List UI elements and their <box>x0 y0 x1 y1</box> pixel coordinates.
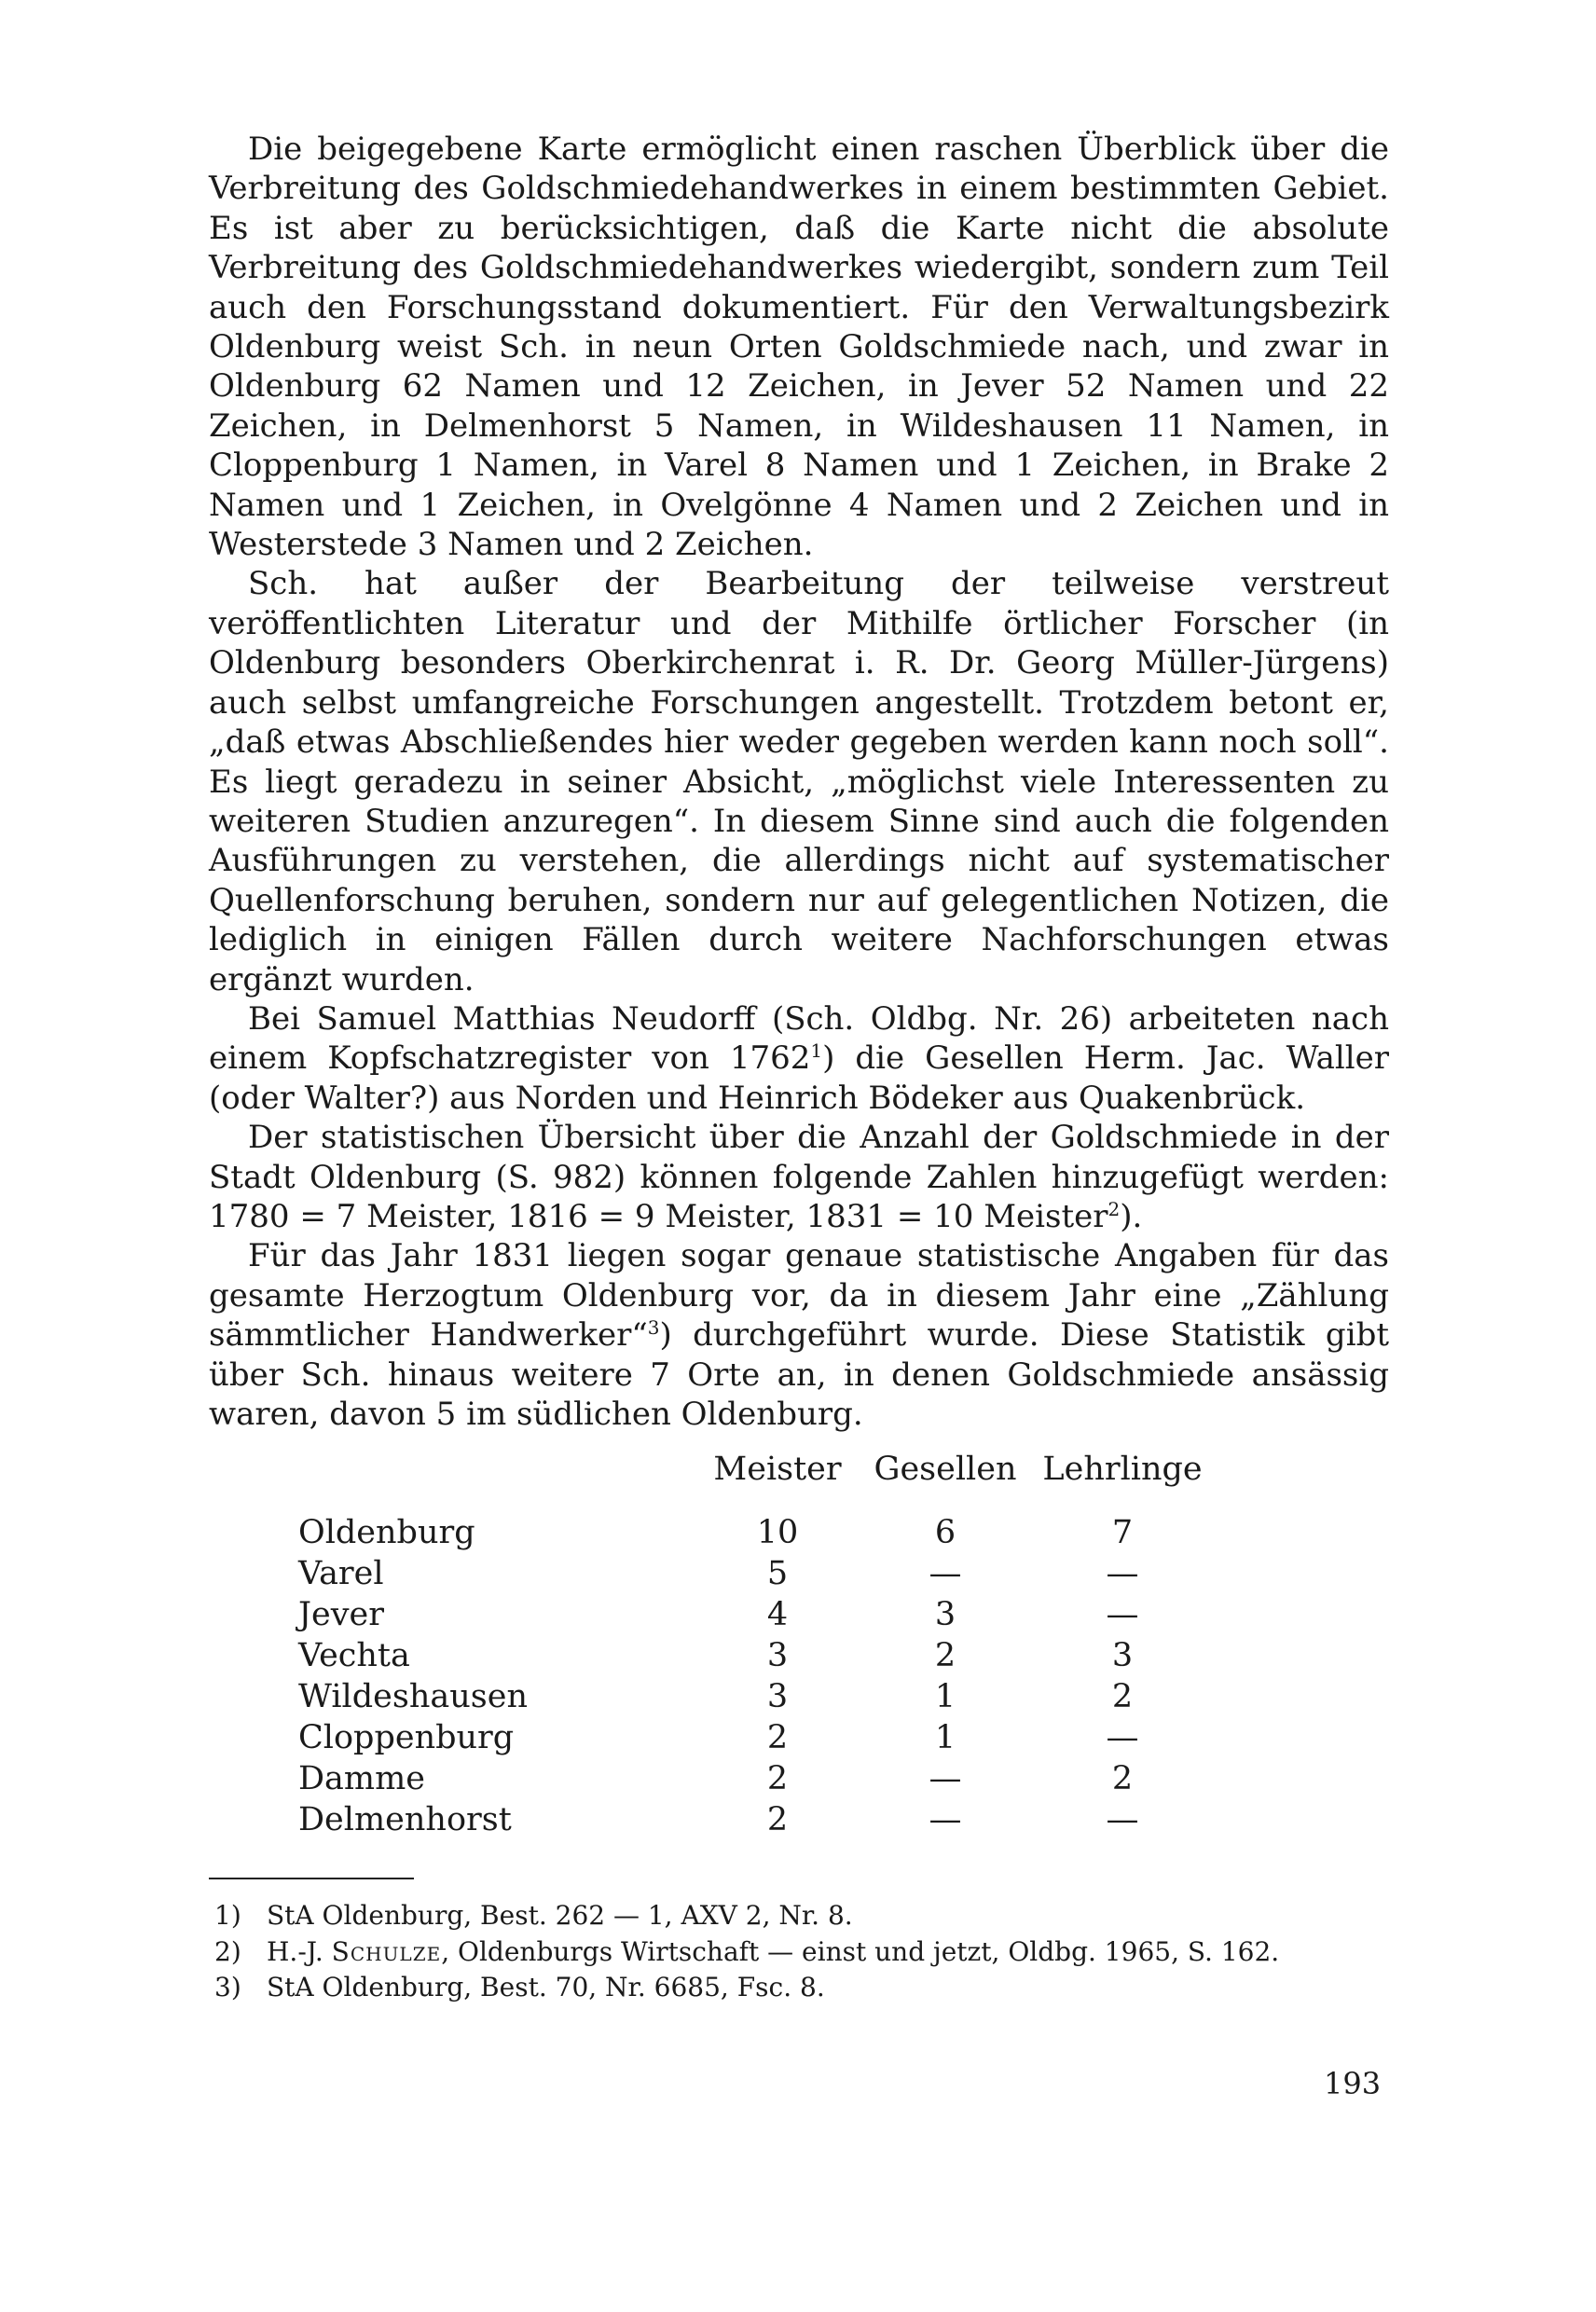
cell-meister: 2 <box>766 1801 789 1838</box>
footnote-number: 1) <box>214 1900 241 1931</box>
paragraph-5-text-end: ) durchgeführt wurde. Diese Statistik gibt über Sch. hinaus weitere 7 Orte an, in denen Goldschmiede ansässig waren, davon 5 im südlichen Oldenburg. <box>209 1316 1389 1433</box>
cell-place: Vechta <box>298 1637 410 1674</box>
cell-lehrlinge: — <box>1106 1719 1139 1756</box>
table-row <box>209 1596 1389 1637</box>
footnote-3 <box>214 1970 1389 2006</box>
table-row <box>209 1760 1389 1801</box>
cell-meister: 3 <box>766 1637 789 1674</box>
paragraph-3 <box>209 999 1389 1118</box>
cell-place: Damme <box>298 1760 426 1797</box>
footnote-author-name: Schulze <box>331 1935 442 1967</box>
cell-place: Jever <box>298 1596 384 1633</box>
cell-lehrlinge: 2 <box>1111 1678 1134 1715</box>
cell-lehrlinge: — <box>1106 1555 1139 1592</box>
cell-place: Varel <box>298 1555 384 1592</box>
paragraph-2: Sch. hat außer der Bearbeitung der teilweise verstreut veröffentlichten Literatur und der Mithilfe örtlicher Forscher (in Oldenburg besonders Oberkirchenrat i. R. Dr. Georg Müller-Jürgens) auch selbst umfangreiche Forschungen angestellt. Trotzdem betont er, „daß etwas Abschließendes hier weder gegeben werden kann noch soll“. Es liegt geradezu in seiner Absicht, „möglichst viele Interessenten zu weiteren Studien anzuregen“. In diesem Sinne sind auch die folgenden Ausführungen zu verstehen, die allerdings nicht auf systematischer Quellenforschung beruhen, sondern nur auf gelegentlichen Notizen, die lediglich in einigen Fällen durch weitere Nachforschungen etwas ergänzt wurden. <box>209 565 1389 998</box>
cell-lehrlinge: — <box>1106 1596 1139 1633</box>
footnote-text: StA Oldenburg, Best. 70, Nr. 6685, Fsc. 8. <box>267 1972 825 2002</box>
paragraph-4 <box>209 1118 1389 1236</box>
cell-place: Wildeshausen <box>298 1678 528 1715</box>
cell-meister: 2 <box>766 1719 789 1756</box>
cell-lehrlinge: 3 <box>1111 1637 1134 1674</box>
footnote-ref-3[interactable]: 3 <box>647 1316 660 1340</box>
footnote-ref-1[interactable]: 1 <box>810 1039 823 1063</box>
cell-place: Oldenburg <box>298 1514 475 1551</box>
cell-gesellen: 3 <box>934 1596 956 1633</box>
table-row <box>209 1801 1389 1842</box>
cell-place: Delmenhorst <box>298 1801 512 1838</box>
table-row <box>209 1678 1389 1719</box>
footnote-divider <box>209 1878 414 1879</box>
column-header-gesellen: Gesellen <box>874 1451 1017 1488</box>
cell-meister: 3 <box>766 1678 789 1715</box>
footnotes <box>214 1898 1389 2006</box>
cell-meister: 4 <box>766 1596 789 1633</box>
cell-meister: 2 <box>766 1760 789 1797</box>
table-row <box>209 1555 1389 1596</box>
column-header-meister: Meister <box>713 1451 842 1488</box>
cell-gesellen: — <box>929 1760 962 1797</box>
cell-gesellen: 1 <box>934 1719 956 1756</box>
cell-meister: 5 <box>766 1555 789 1592</box>
cell-lehrlinge: — <box>1106 1801 1139 1838</box>
cell-gesellen: — <box>929 1555 962 1592</box>
paragraph-3-text: Bei Samuel Matthias Neudorff (Sch. Oldbg. Nr. 26) arbeiteten nach einem Kopfschatzregister von 1762 <box>209 999 1389 1078</box>
cell-meister: 10 <box>756 1514 799 1551</box>
cell-place: Cloppenburg <box>298 1719 515 1756</box>
footnote-1 <box>214 1898 1389 1934</box>
paragraph-5 <box>209 1236 1389 1434</box>
paragraph-1: Die beigegebene Karte ermöglicht einen raschen Überblick über die Verbreitung des Goldschmiedehandwerkes in einem bestimmten Gebiet. Es ist aber zu berücksichtigen, daß die Karte nicht die absolute Verbreitung des Goldschmiedehandwerkes wiedergibt, sondern zum Teil auch den Forschungsstand dokumentiert. Für den Verwaltungsbezirk Oldenburg weist Sch. in neun Orten Goldschmiede nach, und zwar in Oldenburg 62 Namen und 12 Zeichen, in Jever 52 Namen und 22 Zeichen, in Delmenhorst 5 Namen, in Wildeshausen 11 Namen, in Cloppenburg 1 Namen, in Varel 8 Namen und 1 Zeichen, in Brake 2 Namen und 1 Zeichen, in Ovelgönne 4 Namen und 2 Zeichen und in Westerstede 3 Namen und 2 Zeichen. <box>209 131 1389 564</box>
table-row <box>209 1514 1389 1555</box>
footnote-text <box>267 1934 1279 1971</box>
paragraph-4-text-end: ). <box>1120 1197 1143 1235</box>
table-row <box>209 1637 1389 1678</box>
footnote-citation: , Oldenburgs Wirtschaft — einst und jetzt, Oldbg. 1965, S. 162. <box>441 1935 1280 1967</box>
paragraph-3-text-end: ) die Gesellen Herm. Jac. Waller (oder Walter?) aus Norden und Heinrich Bödeker aus Quakenbrück. <box>209 1039 1389 1117</box>
table-header <box>209 1451 1389 1497</box>
cell-gesellen: — <box>929 1801 962 1838</box>
table-row <box>209 1719 1389 1760</box>
cell-gesellen: 2 <box>934 1637 956 1674</box>
paragraph-5-text: Für das Jahr 1831 liegen sogar genaue statistische Angaben für das gesamte Herzogtum Oldenburg vor, da in diesem Jahr eine „Zählung sämmtlicher Handwerker“ <box>209 1237 1389 1355</box>
cell-lehrlinge: 7 <box>1111 1514 1134 1551</box>
footnote-number: 3) <box>214 1972 241 2002</box>
footnote-text: StA Oldenburg, Best. 262 — 1, AXV 2, Nr. 8. <box>267 1900 853 1931</box>
footnote-number: 2) <box>214 1935 241 1967</box>
paragraph-4-text: Der statistischen Übersicht über die Anzahl der Goldschmiede in der Stadt Oldenburg (S. 982) können folgende Zahlen hinzugefügt werden: 1780 = 7 Meister, 1816 = 9 Meister, 1831 = 10 Meister <box>209 1119 1389 1235</box>
column-header-lehrlinge: Lehrlinge <box>1042 1451 1203 1488</box>
cell-lehrlinge: 2 <box>1111 1760 1134 1797</box>
cell-gesellen: 6 <box>934 1514 956 1551</box>
footnote-ref-2[interactable]: 2 <box>1108 1197 1121 1220</box>
footnote-2 <box>214 1934 1389 1971</box>
footnote-author-initials: H.-J. <box>267 1935 332 1967</box>
body-text <box>209 130 1389 1434</box>
page-number: 193 <box>1324 2066 1382 2101</box>
cell-gesellen: 1 <box>934 1678 956 1715</box>
